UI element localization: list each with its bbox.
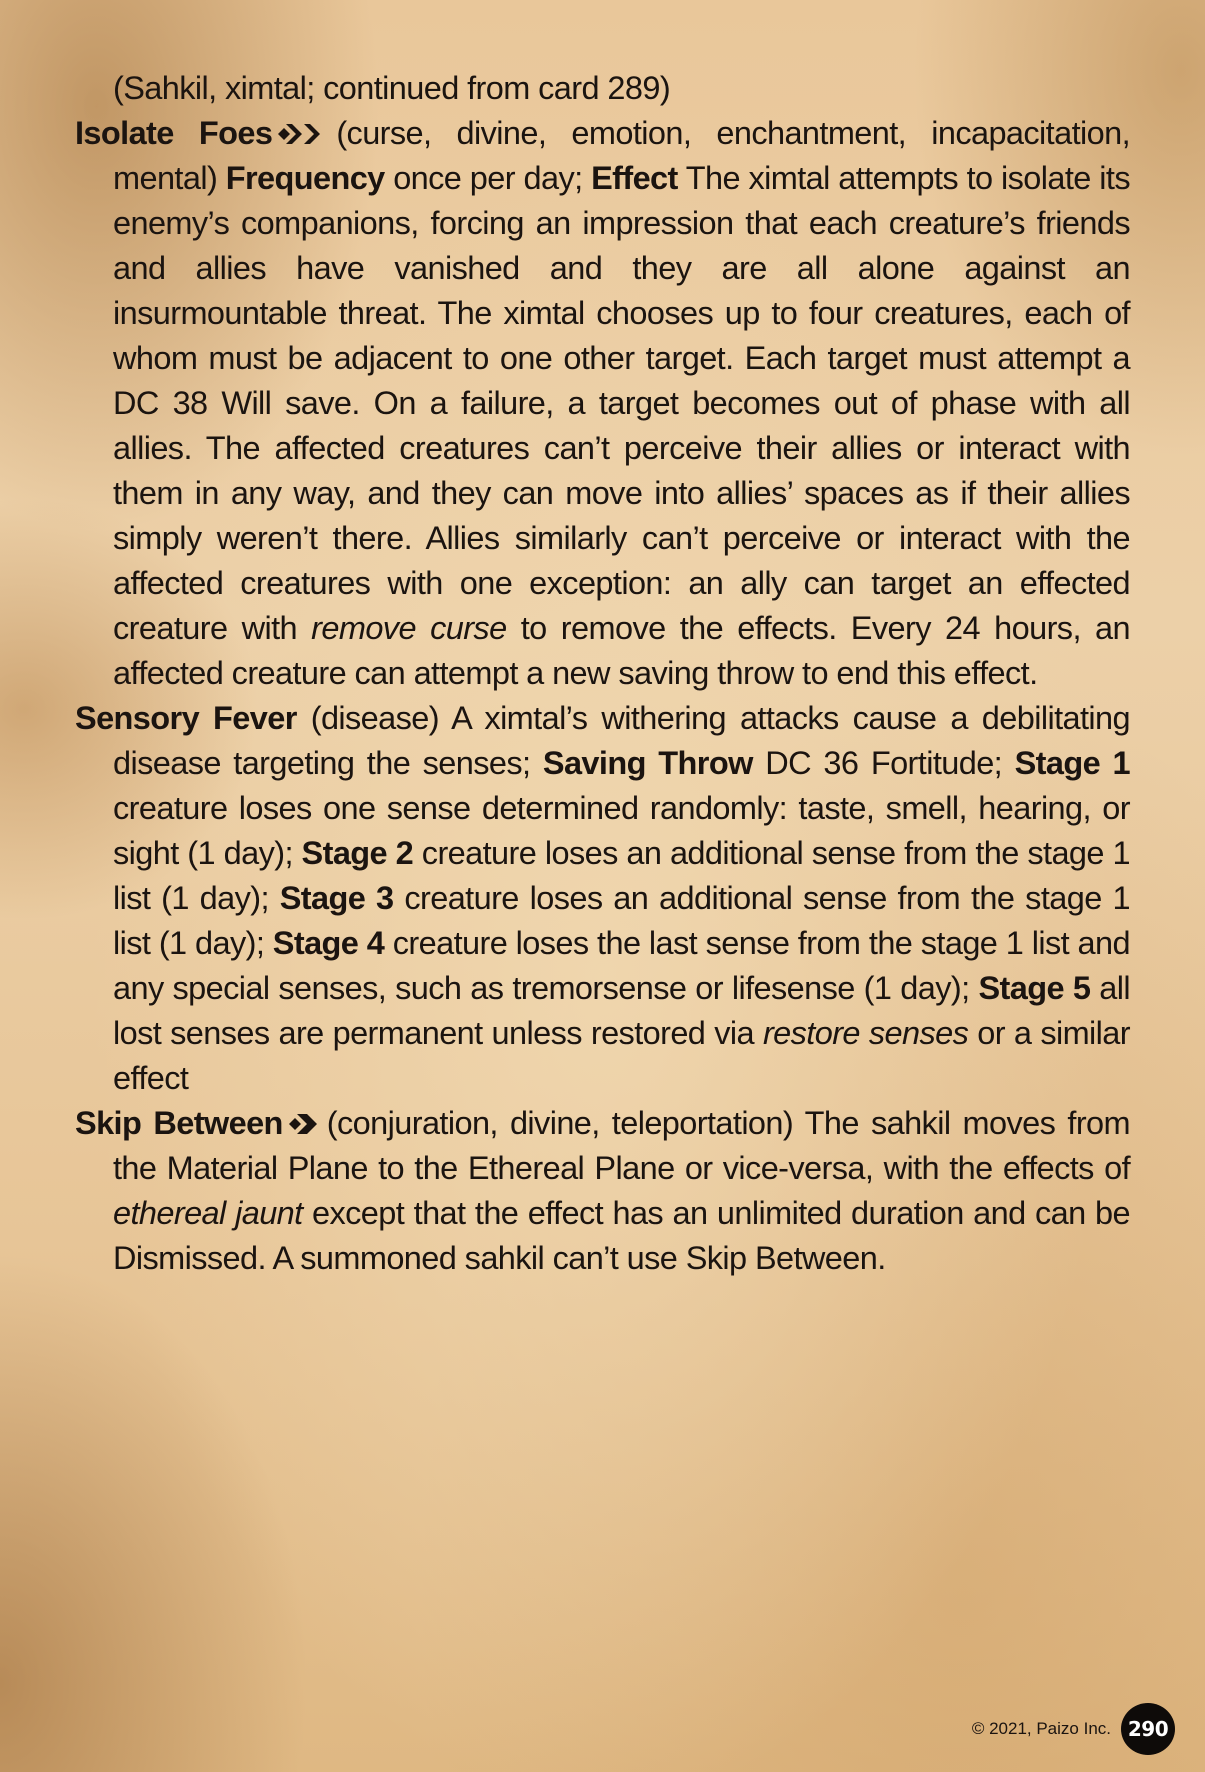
effect-text-end: to remove the effects. Every 24 hours, an affected creature can attempt a new saving throw to end this effect.	[113, 610, 1130, 691]
spell-name: ethereal jaunt	[113, 1195, 303, 1231]
card-text	[75, 66, 1130, 1281]
two-action-icon	[276, 121, 332, 147]
page-number-badge: 290	[1121, 1703, 1175, 1755]
saving-throw-text: DC 36 Fortitude;	[765, 745, 1003, 781]
stage-3-label: Stage 3	[279, 880, 394, 916]
ability-text: The sahkil moves from the Material Plane to the Ethereal Plane or vice-versa, with the effects of	[113, 1105, 1130, 1186]
stage-5-label: Stage 5	[978, 970, 1091, 1006]
ability-traits: (disease)	[310, 700, 439, 736]
spell-name: remove curse	[311, 610, 507, 646]
ability-text-end: except that the effect has an unlimited duration and can be Dismissed. A summoned sahkil can’t use Skip Between.	[113, 1195, 1130, 1276]
saving-throw-label: Saving Throw	[542, 745, 753, 781]
stage-4-text: creature loses the last sense from the stage 1 list and any special senses, such as tremorsense or lifesense (1 day);	[113, 925, 1130, 1006]
frequency-text: once per day;	[393, 160, 583, 196]
ability-traits: (conjuration, divine, teleportation)	[326, 1105, 794, 1141]
stage-2-label: Stage 2	[301, 835, 414, 871]
continued-note: (Sahkil, ximtal; continued from card 289)	[113, 70, 671, 106]
stage-2-text: creature loses an additional sense from the stage 1 list (1 day);	[113, 835, 1130, 916]
frequency-label: Frequency	[225, 160, 385, 196]
ability-traits: (curse, divine, emotion, enchantment, incapacitation, mental)	[113, 115, 1130, 196]
effect-label: Effect	[591, 160, 678, 196]
card-footer	[972, 1702, 1175, 1756]
stage-3-text: creature loses an additional sense from the stage 1 list (1 day);	[113, 880, 1130, 961]
ability-isolate-foes	[75, 111, 1130, 696]
ability-name: Sensory Fever	[75, 700, 297, 736]
effect-text: The ximtal attempts to isolate its enemy’s companions, forcing an impression that each creature’s friends and allies have vanished and they are all alone against an insurmountable threat. The ximtal chooses up to four creatures, each of whom must be adjacent to one other target. Each target must attempt a DC 38 Will save. On a failure, a target becomes out of phase with all allies. The affected creatures can’t perceive their allies or interact with them in any way, and they can move into allies’ spaces as if their allies simply weren’t there. Allies similarly can’t perceive or interact with the affected creatures with one exception: an ally can target an effected creature with	[113, 160, 1130, 646]
ability-name: Isolate Foes	[75, 115, 273, 151]
ability-sensory-fever	[75, 696, 1130, 1101]
ability-name: Skip Between	[75, 1105, 283, 1141]
ability-intro: A ximtal’s withering attacks cause a debilitating disease targeting the senses;	[113, 700, 1130, 781]
one-action-icon	[287, 1111, 323, 1137]
stage-5-end: or a similar effect	[113, 1015, 1130, 1096]
stage-1-label: Stage 1	[1014, 745, 1130, 781]
spell-name: restore senses	[762, 1015, 969, 1051]
ability-skip-between	[75, 1101, 1130, 1281]
stage-1-text: creature loses one sense determined randomly: taste, smell, hearing, or sight (1 day);	[113, 790, 1130, 871]
stage-5-text: all lost senses are permanent unless restored via	[113, 970, 1130, 1051]
stage-4-label: Stage 4	[272, 925, 385, 961]
copyright-notice: © 2021, Paizo Inc.	[971, 1719, 1111, 1738]
